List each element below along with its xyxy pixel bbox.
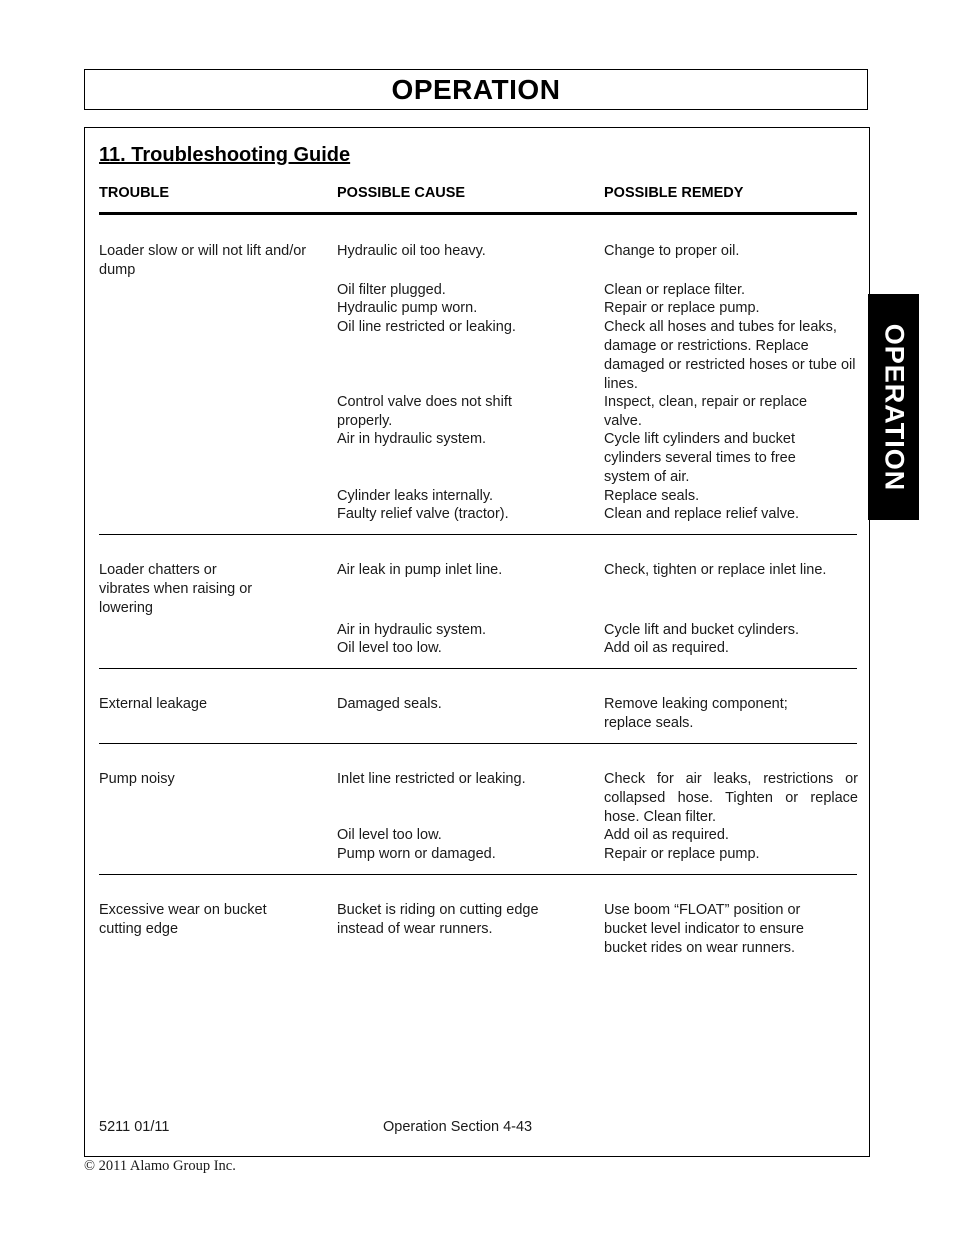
remedy-cell: Replace seals. [604, 488, 700, 504]
copyright-notice: © 2011 Alamo Group Inc. [84, 1158, 236, 1174]
remedy-cell: Use boom “FLOAT” position or bucket level indicator to ensure bucket rides on wear runners. [604, 902, 804, 956]
trouble-cell: Pump noisy [99, 771, 175, 787]
cause-cell: Air in hydraulic system. [337, 431, 487, 447]
section-title: 11. Troubleshooting Guide [99, 144, 351, 166]
remedy-cell: Add oil as required. [604, 640, 729, 656]
trouble-cell: External leakage [99, 696, 208, 712]
cause-cell: Oil level too low. [337, 827, 442, 843]
trouble-cell: Excessive wear on bucket cutting edge [99, 902, 267, 937]
remedy-cell: Cycle lift cylinders and bucket cylinders several times to free system of air. [604, 431, 796, 485]
remedy-cell: Inspect, clean, repair or replace valve. [604, 394, 808, 429]
cause-cell: Inlet line restricted or leaking. [337, 771, 526, 787]
cause-cell: Oil filter plugged. [337, 282, 446, 298]
column-header-remedy: POSSIBLE REMEDY [604, 185, 744, 201]
remedy-cell: Check all hoses and tubes for leaks, damage or restrictions. Replace damaged or restricted hoses or tube oil lines. [604, 319, 856, 392]
trouble-cell: Loader chatters or vibrates when raising or lowering [99, 562, 253, 616]
column-header-trouble: TROUBLE [99, 185, 170, 201]
group-divider [99, 668, 857, 669]
footer-doc-id: 5211 01/11 [99, 1119, 170, 1135]
cause-cell: Oil line restricted or leaking. [337, 319, 516, 335]
cause-cell: Control valve does not shift properly. [337, 394, 512, 429]
cause-cell: Faulty relief valve (tractor). [337, 506, 509, 522]
cause-cell: Bucket is riding on cutting edge instead of wear runners. [337, 902, 539, 937]
remedy-cell: Add oil as required. [604, 827, 729, 843]
group-divider [99, 534, 857, 535]
remedy-cell: Repair or replace pump. [604, 846, 760, 862]
cause-cell: Damaged seals. [337, 696, 442, 712]
remedy-cell: Clean or replace filter. [604, 282, 746, 298]
group-divider [99, 874, 857, 875]
remedy-cell: Remove leaking component; replace seals. [604, 696, 788, 731]
remedy-cell: Cycle lift and bucket cylinders. [604, 622, 800, 638]
cause-cell: Oil level too low. [337, 640, 442, 656]
cause-cell: Cylinder leaks internally. [337, 488, 494, 504]
cause-cell: Air leak in pump inlet line. [337, 562, 503, 578]
side-tab-label: OPERATION [879, 323, 910, 491]
header-title: OPERATION [391, 73, 561, 105]
troubleshooting-panel [84, 127, 870, 1157]
cause-cell: Hydraulic pump worn. [337, 300, 478, 316]
cause-cell: Hydraulic oil too heavy. [337, 243, 486, 259]
header-divider [99, 212, 857, 215]
group-divider [99, 743, 857, 744]
page-header [84, 69, 868, 110]
remedy-cell: Clean and replace relief valve. [604, 506, 800, 522]
footer-page-number: Operation Section 4-43 [383, 1119, 533, 1135]
remedy-cell: Check for air leaks, restrictions or collapsed hose. Tighten or replace hose. Clean filter. [604, 771, 858, 825]
cause-cell: Air in hydraulic system. [337, 622, 487, 638]
side-tab [868, 294, 919, 520]
remedy-cell: Check, tighten or replace inlet line. [604, 562, 827, 578]
trouble-cell: Loader slow or will not lift and/or dump [99, 243, 307, 278]
remedy-cell: Change to proper oil. [604, 243, 740, 259]
remedy-cell: Repair or replace pump. [604, 300, 760, 316]
column-header-cause: POSSIBLE CAUSE [337, 185, 466, 201]
cause-cell: Pump worn or damaged. [337, 846, 496, 862]
